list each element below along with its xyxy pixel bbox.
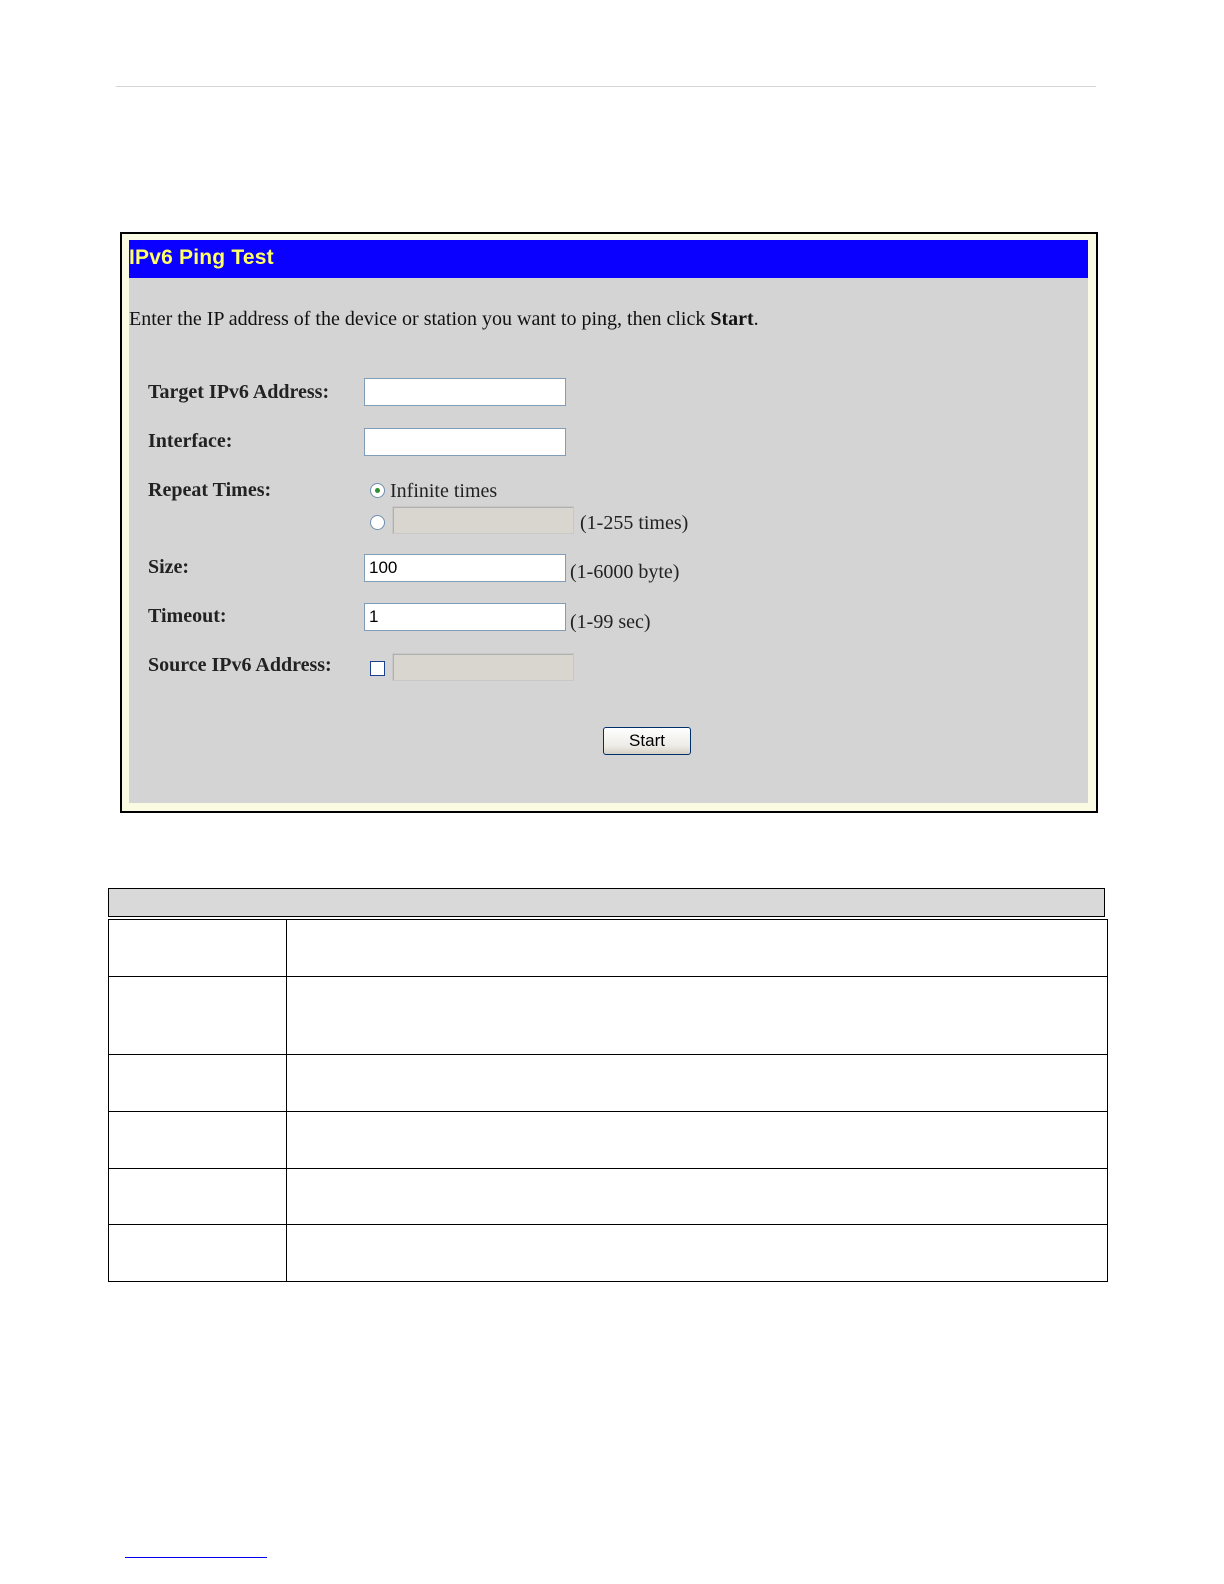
parameter-table (108, 919, 1108, 1282)
start-button[interactable]: Start (603, 727, 691, 755)
parameter-description-cell (287, 1169, 1108, 1225)
size-label: Size: (148, 556, 190, 578)
timeout-range-hint: (1-99 sec) (570, 611, 651, 633)
table-row (109, 977, 1108, 1055)
timeout-input[interactable]: 1 (364, 603, 566, 631)
timeout-label: Timeout: (148, 605, 227, 627)
table-row (109, 1169, 1108, 1225)
footer-link-underline[interactable] (125, 1557, 267, 1558)
source-ipv6-address-label: Source IPv6 Address: (148, 654, 332, 676)
parameter-name-cell (109, 920, 287, 977)
target-ipv6-address-input[interactable] (364, 378, 566, 406)
repeat-times-label: Repeat Times: (148, 479, 272, 501)
target-ipv6-address-label: Target IPv6 Address: (148, 381, 330, 403)
repeat-range-hint: (1-255 times) (580, 512, 689, 534)
interface-input[interactable] (364, 428, 566, 456)
repeat-infinite-label: Infinite times (390, 480, 498, 502)
intro-text-main: Enter the IP address of the device or station you want to ping, then click (129, 308, 711, 330)
size-input[interactable]: 100 (364, 554, 566, 582)
parameter-name-cell (109, 1169, 287, 1225)
parameter-description-cell (287, 977, 1108, 1055)
table-row (109, 1055, 1108, 1112)
intro-text-end: . (753, 308, 759, 330)
parameter-description-cell (287, 1112, 1108, 1169)
table-row (109, 1112, 1108, 1169)
table-row (109, 1225, 1108, 1282)
parameter-name-cell (109, 1055, 287, 1112)
parameter-description-cell (287, 1055, 1108, 1112)
repeat-count-input[interactable] (392, 506, 574, 534)
source-ipv6-address-input[interactable] (392, 653, 574, 681)
parameter-name-cell (109, 977, 287, 1055)
ipv6-ping-test-panel (129, 240, 1088, 803)
repeat-infinite-radio[interactable] (370, 483, 385, 498)
parameter-table-header (108, 888, 1105, 917)
source-ipv6-address-checkbox[interactable] (370, 661, 385, 676)
intro-text-emphasis: Start (710, 308, 754, 330)
intro-text (129, 308, 759, 331)
panel-title: IPv6 Ping Test (129, 246, 274, 269)
parameter-description-cell (287, 920, 1108, 977)
panel-title-bar (129, 240, 1088, 278)
interface-label: Interface: (148, 430, 233, 452)
repeat-count-radio[interactable] (370, 515, 385, 530)
page-header-rule (116, 86, 1096, 87)
table-row (109, 920, 1108, 977)
parameter-name-cell (109, 1112, 287, 1169)
parameter-description-cell (287, 1225, 1108, 1282)
size-range-hint: (1-6000 byte) (570, 561, 680, 583)
ipv6-ping-test-screenshot (120, 232, 1098, 813)
parameter-name-cell (109, 1225, 287, 1282)
